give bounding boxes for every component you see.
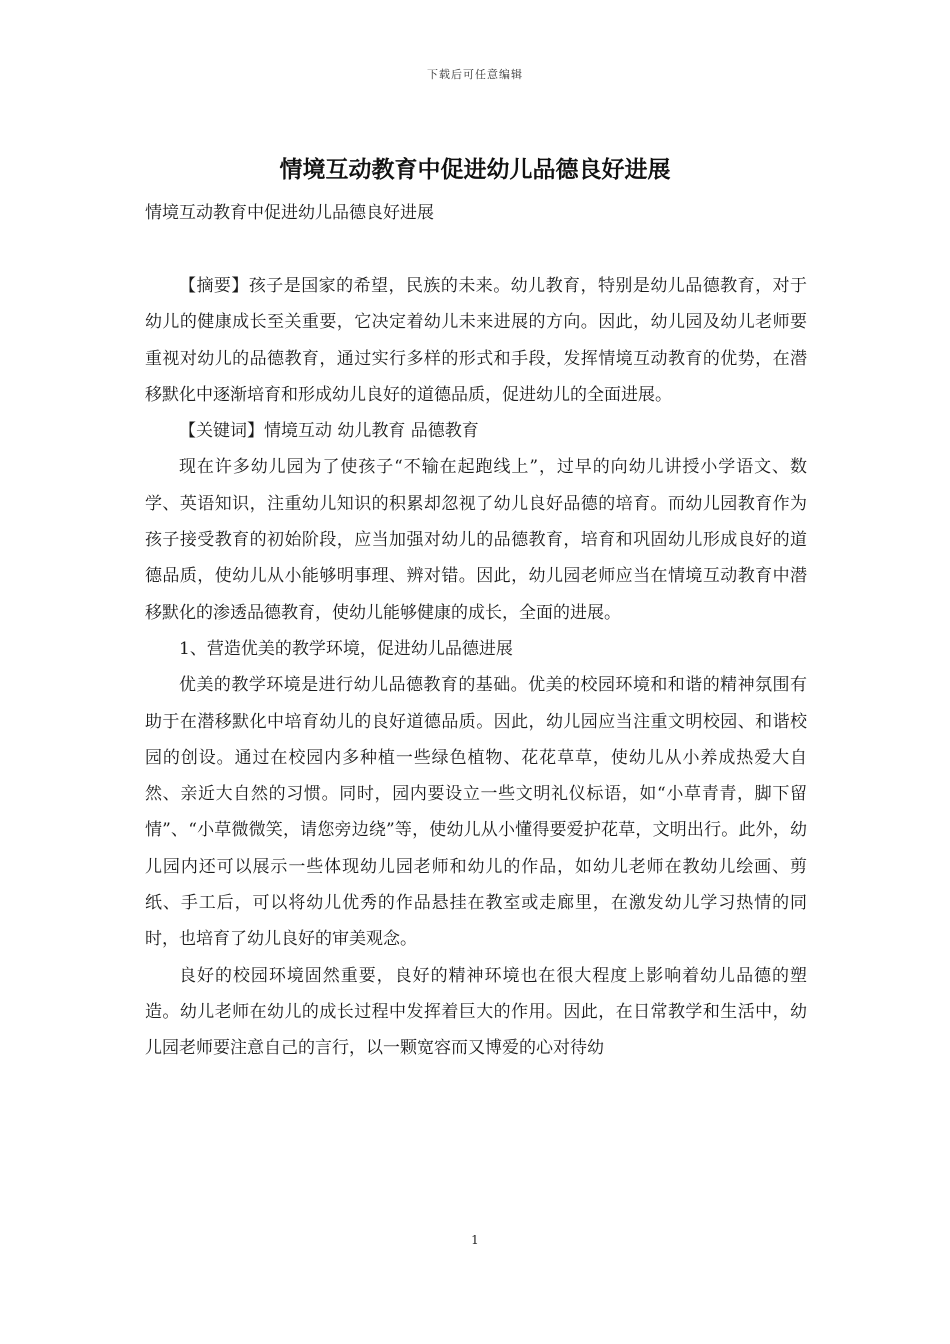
page-header-note: 下载后可任意编辑 bbox=[427, 68, 523, 81]
document-title: 情境互动教育中促进幼儿品德良好进展 bbox=[279, 156, 671, 183]
page-number: 1 bbox=[471, 1233, 479, 1247]
intro-paragraph: 现在许多幼儿园为了使孩子“不输在起跑线上”，过早的向幼儿讲授小学语文、数学、英语知识，注重幼儿知识的积累却忽视了幼儿良好品德的培育。而幼儿园教育作为孩子接受教育的初始阶段，应当加强对幼儿的品德教育，培育和巩固幼儿形成良好的道德品质，使幼儿从小能够明事理、辨对错。因此，幼儿园老师应当在情境互动教育中潜移默化的渗透品德教育，使幼儿能够健康的成长，全面的进展。 bbox=[145, 457, 807, 623]
body-paragraph: 优美的教学环境是进行幼儿品德教育的基础。优美的校园环境和和谐的精神氛围有助于在潜移默化中培育幼儿的良好道德品质。因此，幼儿园应当注重文明校园、和谐校园的创设。通过在校园内多种植一些绿色植物、花花草草，使幼儿从小养成热爱大自然、亲近大自然的习惯。同时，园内要设立一些文明礼仪标语，如“小草青青，脚下留情”、“小草微微笑，请您旁边绕”等，使幼儿从小懂得要爱护花草，文明出行。此外，幼儿园内还可以展示一些体现幼儿园老师和幼儿的作品，如幼儿老师在教幼儿绘画、剪纸、手工后，可以将幼儿优秀的作品悬挂在教室或走廊里，在激发幼儿学习热情的同时，也培育了幼儿良好的审美观念。 bbox=[145, 675, 807, 950]
keywords-paragraph: 【关键词】情境互动 幼儿教育 品德教育 bbox=[179, 421, 479, 442]
document-body bbox=[145, 268, 807, 1067]
abstract-paragraph: 【摘要】孩子是国家的希望，民族的未来。幼儿教育，特别是幼儿品德教育，对于幼儿的健康成长至关重要，它决定着幼儿未来进展的方向。因此，幼儿园及幼儿老师要重视对幼儿的品德教育，通过实行多样的形式和手段，发挥情境互动教育的优势，在潜移默化中逐渐培育和形成幼儿良好的道德品质，促进幼儿的全面进展。 bbox=[145, 276, 807, 405]
body-paragraph: 良好的校园环境固然重要，良好的精神环境也在很大程度上影响着幼儿品德的塑造。幼儿老师在幼儿的成长过程中发挥着巨大的作用。因此，在日常教学和生活中，幼儿园老师要注意自己的言行，以一颗宽容而又博爱的心对待幼 bbox=[145, 965, 807, 1059]
document-subtitle: 情境互动教育中促进幼儿品德良好进展 bbox=[145, 203, 434, 223]
section-heading-1: 1、营造优美的教学环境，促进幼儿品德进展 bbox=[179, 638, 513, 659]
